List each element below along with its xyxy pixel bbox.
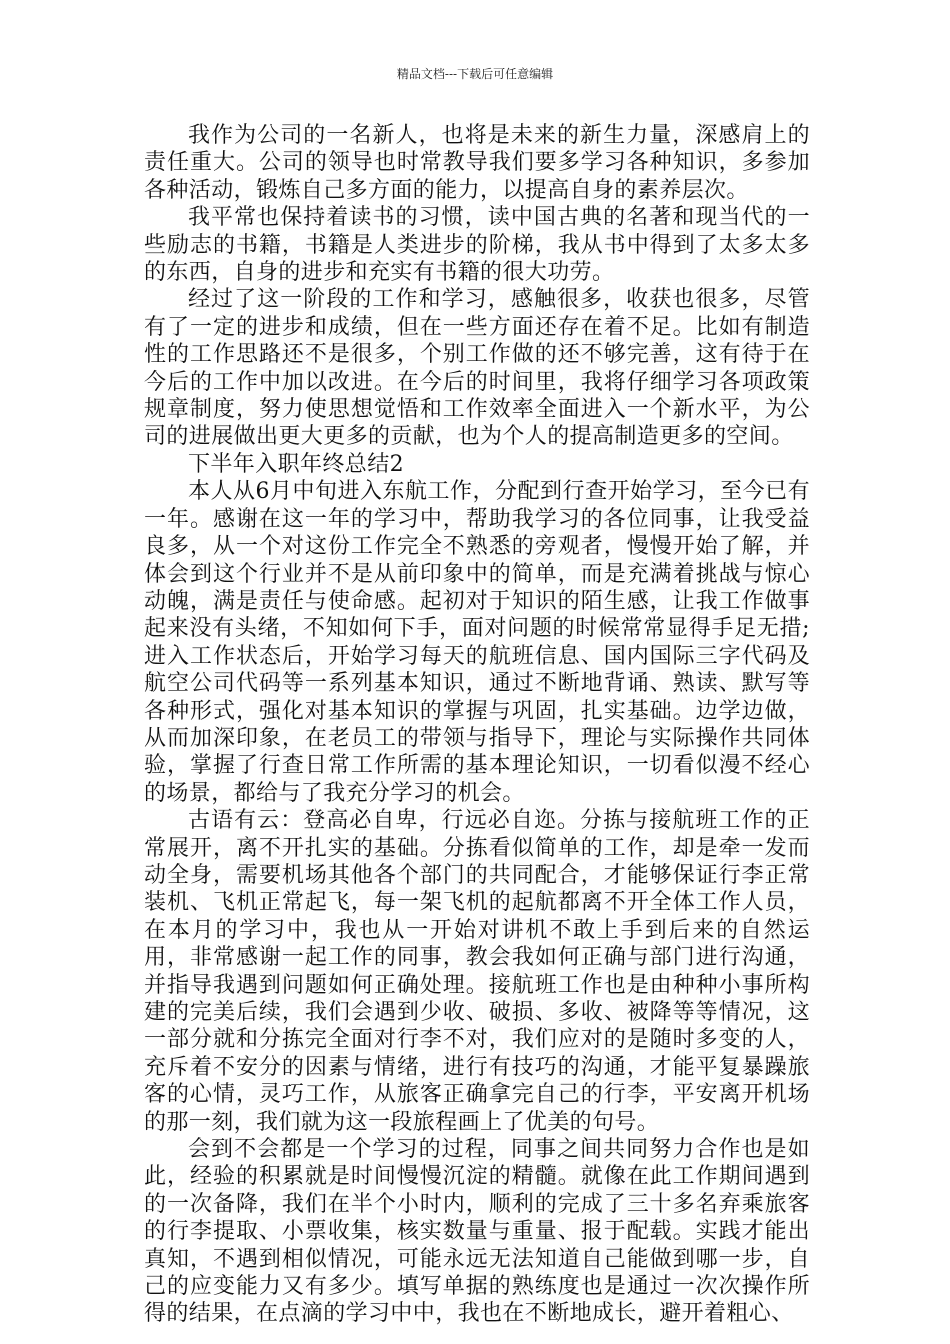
page-header: 精品文档---下载后可任意编辑 [396,67,554,81]
document-body [144,122,810,1328]
paragraph: 会到不会都是一个学习的过程，同事之间共同努力合作也是如此，经验的积累就是时间慢慢沉淀的精髓。就像在此工作期间遇到的一次备降，我们在半个小时内，顺利的完成了三十多名弃乘旅客的行李提取、小票收集，核实数量与重量、报于配载。实践才能出真知，不遇到相似情况，可能永远无法知道自己能做到哪一步，自己的应变能力又有多少。填写单据的熟练度也是通过一次次操作所得的结果，在点滴的学习中中，我也在不断地成长，避开着粗心、 [144,1137,810,1327]
paragraph: 经过了这一阶段的工作和学习，感触很多，收获也很多，尽管有了一定的进步和成绩，但在一些方面还存在着不足。比如有制造性的工作思路还不是很多，个别工作做的还不够完善，这有待于在今后的工作中加以改进。在今后的时间里，我将仔细学习各项政策规章制度，努力使思想觉悟和工作效率全面进入一个新水平，为公司的进展做出更大更多的贡献，也为个人的提高制造更多的空间。 [144,287,810,450]
paragraph: 我平常也保持着读书的习惯，读中国古典的名著和现当代的一些励志的书籍，书籍是人类进步的阶梯，我从书中得到了太多太多的东西，自身的进步和充实有书籍的很大功劳。 [144,205,810,286]
section-heading: 下半年入职年终总结2 [188,451,404,477]
paragraph: 古语有云：登高必自卑，行远必自迩。分拣与接航班工作的正常展开，离不开扎实的基础。分拣看似简单的工作，却是牵一发而动全身，需要机场其他各个部门的共同配合，才能够保证行李正常装机、飞机正常起飞，每一架飞机的起航都离不开全体工作人员，在本月的学习中，我也从一开始对讲机不敢上手到后来的自然运用，非常感谢一起工作的同事，教会我如何正确与部门进行沟通，并指导我遇到问题如何正确处理。接航班工作也是由种种小事所构建的完美后续，我们会遇到少收、破损、多收、被降等等情况，这一部分就和分拣完全面对行李不对，我们应对的是随时多变的人，充斥着不安分的因素与情绪，进行有技巧的沟通，才能平复暴躁旅客的心情，灵巧工作，从旅客正确拿完自己的行李，平安离开机场的那一刻，我们就为这一段旅程画上了优美的句号。 [144,808,810,1135]
paragraph: 我作为公司的一名新人，也将是未来的新生力量，深感肩上的责任重大。公司的领导也时常教导我们要多学习各种知识，多参加各种活动，锻炼自己多方面的能力，以提高自身的素养层次。 [144,123,810,203]
paragraph: 本人从6月中旬进入东航工作，分配到行查开始学习，至今已有一年。感谢在这一年的学习中，帮助我学习的各位同事，让我受益良多，从一个对这份工作完全不熟悉的旁观者，慢慢开始了解，并体会到这个行业并不是从前印象中的简单，而是充满着挑战与惊心动魄，满是责任与使命感。起初对于知识的陌生感，让我工作做事起来没有头绪，不知如何下手，面对问题的时候常常显得手足无措;进入工作状态后，开始学习每天的航班信息、国内国际三字代码及航空公司代码等一系列基本知识，通过不断地背诵、熟读、默写等各种形式，强化对基本知识的掌握与巩固，扎实基础。边学边做，从而加深印象，在老员工的带领与指导下，理论与实际操作共同体验，掌握了行查日常工作所需的基本理论知识，一切看似漫不经心的场景，都给与了我充分学习的机会。 [144,479,810,806]
